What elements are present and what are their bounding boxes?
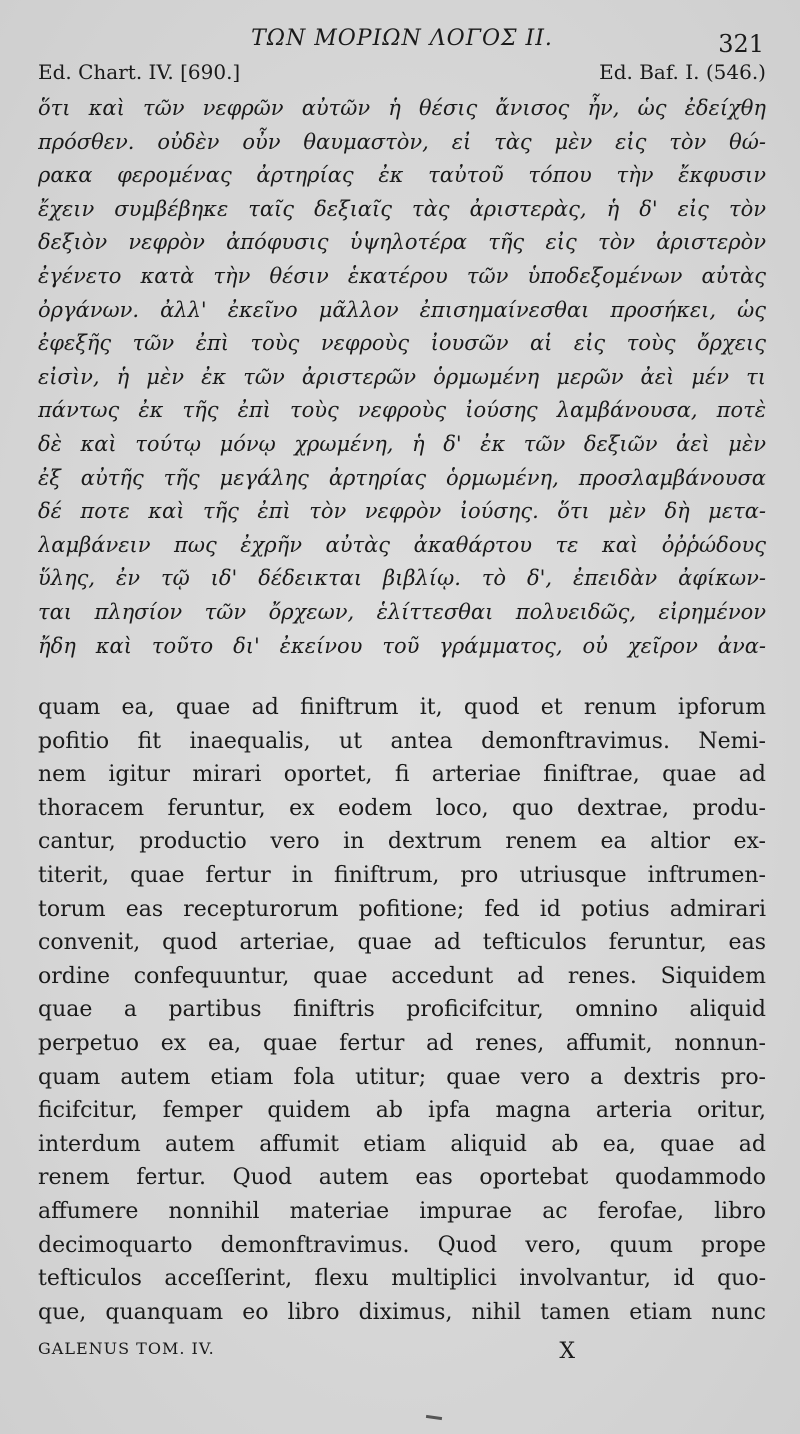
greek-line: ὀργάνων. ἀλλ' ἐκεῖνο μᾶλλον ἐπισημαίνεσθαι προσήκει, ὡς [38, 297, 766, 322]
running-head [38, 18, 766, 62]
latin-line: renem fertur. Quod autem eas oportebat quodammodo [38, 1165, 766, 1191]
footer-volume: GALENUS TOM. IV. [38, 1339, 215, 1359]
greek-text [38, 92, 766, 663]
latin-line: que, quanquam eo libro diximus, nihil tamen etiam nunc [38, 1299, 766, 1325]
greek-line: πρόσθεν. οὐδὲν οὖν θαυμαστὸν, εἰ τὰς μὲν εἰς τὸν θώ- [38, 129, 766, 154]
latin-line: quam ea, quae ad finiftrum it, quod et renum ipforum [38, 695, 766, 721]
latin-line: pofitio fit inaequalis, ut antea demonftravimus. Nemi- [38, 728, 766, 754]
greek-line: ται πλησίον τῶν ὄρχεων, ἑλίττεσθαι πολυειδῶς, εἰρημένον [38, 599, 766, 624]
latin-line: decimoquarto demonftravimus. Quod vero, quum prope [38, 1232, 766, 1258]
greek-line: ἐφεξῆς τῶν ἐπὶ τοὺς νεφροὺς ἰουσῶν αἱ εἰς τοὺς ὄρχεις [38, 331, 766, 356]
section-gap [38, 663, 766, 689]
latin-line: interdum autem affumit etiam aliquid ab ea, quae ad [38, 1131, 766, 1157]
edition-reference-right: Ed. Baf. I. (546.) [599, 60, 766, 84]
latin-line: ficifcitur, femper quidem ab ipfa magna arteria oritur, [38, 1098, 766, 1124]
running-title: ΤΩΝ ΜΟΡΙΩΝ ΛΟΓΟΣ ΙΙ. [251, 26, 553, 51]
greek-line: ὅτι καὶ τῶν νεφρῶν αὐτῶν ἡ θέσις ἄνισος ἦν, ὡς ἐδείχθη [38, 96, 766, 120]
greek-line: δέ ποτε καὶ τῆς ἐπὶ τὸν νεφρὸν ἰούσης. ὅτι μὲν δὴ μετα- [38, 499, 766, 524]
latin-line: titerit, quae fertur in finiftrum, pro utriusque inftrumen- [38, 863, 766, 889]
edition-reference-left: Ed. Chart. IV. [690.] [38, 60, 241, 84]
greek-line: ὕλης, ἐν τῷ ιδ' δέδεικται βιβλίῳ. τὸ δ', ἐπειδὰν ἀφίκων- [38, 566, 766, 591]
greek-line: λαμβάνειν πως ἐχρῆν αὐτὰς ἀκαθάρτου τε καὶ ὀῤῥώδους [38, 532, 766, 557]
signature-mark: X [559, 1339, 576, 1365]
latin-line: nem igitur mirari oportet, fi arteriae finiftrae, quae ad [38, 762, 766, 788]
latin-line: torum eas recepturorum pofitione; fed id potius admirari [38, 896, 766, 922]
latin-line: thoracem feruntur, ex eodem loco, quo dextrae, produ- [38, 795, 766, 821]
latin-line: ordine confequuntur, quae accedunt ad renes. Siquidem [38, 963, 766, 989]
ink-smudge [426, 1415, 442, 1420]
greek-line: ἤδη καὶ τοῦτο δι' ἐκείνου τοῦ γράμματος, οὐ χεῖρον ἀνα- [38, 633, 766, 658]
latin-line: convenit, quod arteriae, quae ad tefticulos feruntur, eas [38, 930, 766, 956]
latin-line: tefticulos acceſſerint, flexu multiplici involvantur, id quo- [38, 1266, 766, 1292]
latin-text [38, 691, 766, 1329]
greek-line: πάντως ἐκ τῆς ἐπὶ τοὺς νεφροὺς ἰούσης λαμβάνουσα, ποτὲ [38, 398, 766, 423]
latin-line: quam autem etiam fola utitur; quae vero a dextris pro- [38, 1064, 766, 1090]
greek-line: ἐξ αὐτῆς τῆς μεγάλης ἀρτηρίας ὁρμωμένη, προσλαμβάνουσα [38, 465, 766, 490]
greek-line: εἰσὶν, ἡ μὲν ἐκ τῶν ἀριστερῶν ὁρμωμένη μερῶν ἀεὶ μέν τι [38, 364, 766, 389]
latin-line: quae a partibus finiftris proficifcitur, omnino aliquid [38, 997, 766, 1023]
page-footer [38, 1339, 766, 1364]
greek-line: δὲ καὶ τούτῳ μόνῳ χρωμένη, ἡ δ' ἐκ τῶν δεξιῶν ἀεὶ μὲν [38, 431, 766, 456]
latin-line: cantur, productio vero in dextrum renem ea altior ex- [38, 829, 766, 855]
latin-line: affumere nonnihil materiae impurae ac ferofae, libro [38, 1199, 766, 1224]
edition-reference-line [38, 60, 766, 90]
greek-line: δεξιὸν νεφρὸν ἀπόφυσις ὑψηλοτέρα τῆς εἰς τὸν ἀριστερὸν [38, 230, 766, 255]
page-number: 321 [718, 30, 764, 58]
greek-line: ρακα φερομένας ἀρτηρίας ἐκ ταὐτοῦ τόπου τὴν ἔκφυσιν [38, 163, 766, 188]
greek-line: ἐγένετο κατὰ τὴν θέσιν ἑκατέρου τῶν ὑποδεξομένων αὐτὰς [38, 263, 766, 288]
greek-line: ἔχειν συμβέβηκε ταῖς δεξιαῖς τὰς ἀριστερὰς, ἡ δ' εἰς τὸν [38, 196, 766, 221]
latin-line: perpetuo ex ea, quae fertur ad renes, affumit, nonnun- [38, 1031, 766, 1057]
